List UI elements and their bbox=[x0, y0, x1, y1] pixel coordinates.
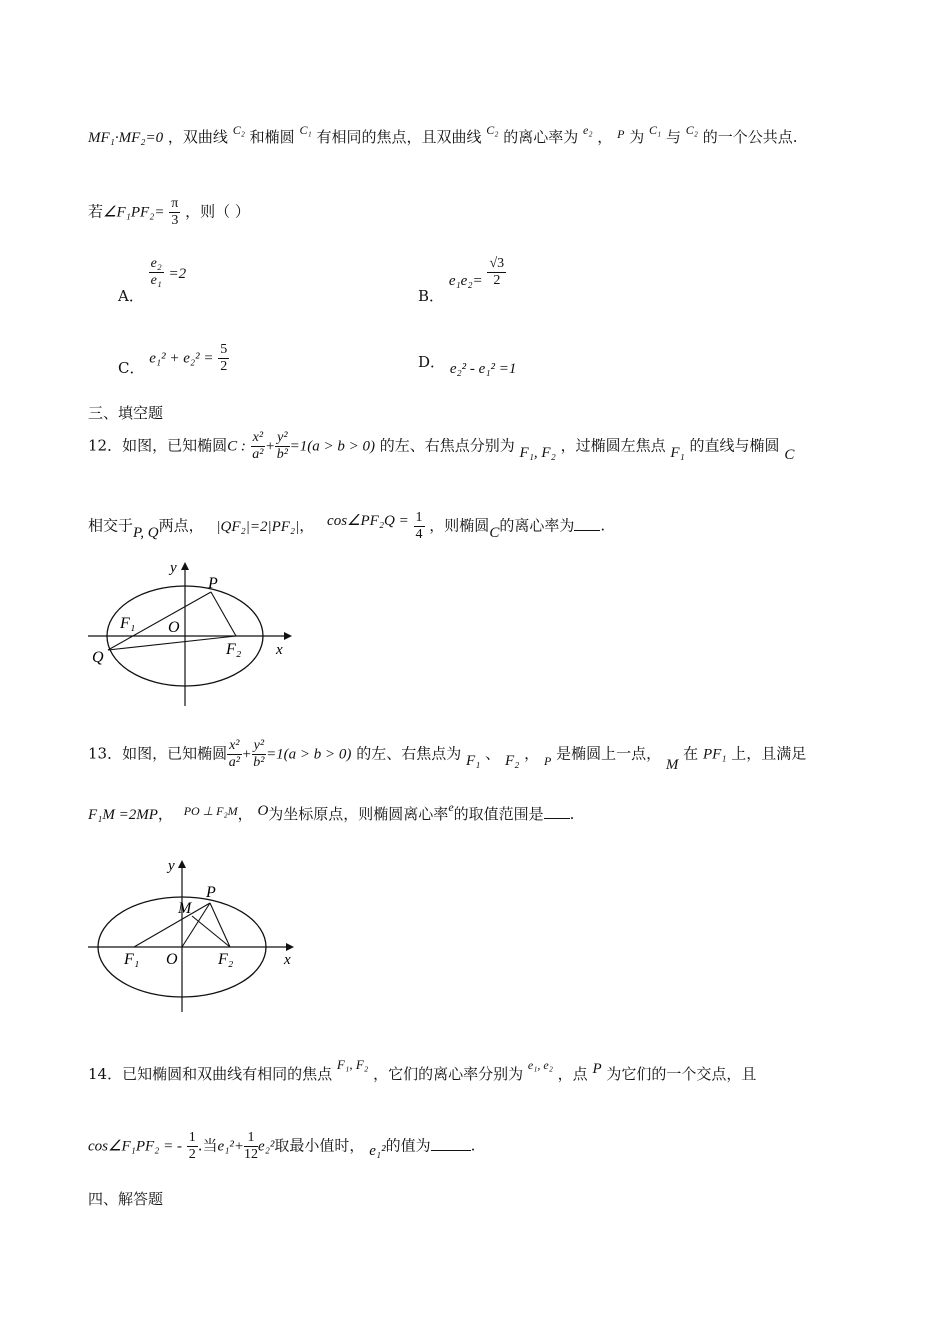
section-3-heading: 三、填空题 bbox=[88, 404, 164, 422]
q12-y-arrow bbox=[181, 562, 189, 570]
q13-line-mf2 bbox=[192, 916, 230, 947]
q11-line1: MF₁·MF₂=0 ，双曲线 $^{C_2}$ 和椭圆 $^{C_1}$ 有相同的焦点，且双曲线 $^{C_2}$ 的离心率为 $^{e_2}$ ， $^P$ 为 $^{C_1}$ 与 $^{C_2}$ 的一个公共点. bbox=[88, 123, 798, 146]
q11-line2: 若∠F₁PF₂= $\frac{\pi}{3}$ ，则（ ） bbox=[88, 196, 250, 228]
q11-angle-fraction: $\frac{\pi}{3}$ bbox=[171, 196, 179, 228]
option-d[interactable]: D． e₂² - e₁² =1 bbox=[418, 353, 517, 377]
option-c[interactable]: C． e₁² + e₂² = $\frac{5}{2}$ bbox=[118, 342, 228, 377]
q14-line1: 14．已知椭圆和双曲线有相同的焦点 F₁, F₂ ，它们的离心率分别为 $^{e_1, e_2}$ ，点 P 为它们的一个交点，且 bbox=[88, 1057, 757, 1083]
q11-vector-expr: MF₁·MF₂=0 bbox=[88, 130, 164, 146]
q13-label-x: x bbox=[284, 952, 291, 968]
q13-figure bbox=[82, 852, 312, 1017]
q13-line-f1p bbox=[134, 903, 210, 947]
q14-cos-fraction: $\frac{1}{2}$ bbox=[188, 1130, 196, 1162]
section-4-heading: 四、解答题 bbox=[88, 1190, 164, 1208]
option-b-fraction: $\frac{√3}{2}$ bbox=[489, 256, 505, 288]
q13-label-m: M bbox=[178, 900, 192, 917]
q12-label-f1: F₁ bbox=[120, 615, 136, 632]
q13-line-pf2 bbox=[210, 903, 230, 947]
q12-label-y: y bbox=[170, 560, 177, 576]
q13-label-f1: F₁ bbox=[124, 951, 140, 968]
option-b[interactable]: B． e₁e₂= $\frac{√3}{2}$ bbox=[418, 256, 505, 305]
q12-x-fraction: $\frac{\text{x²}}{\text{a²}}$ bbox=[252, 430, 264, 462]
q12-label-o: O bbox=[168, 619, 180, 636]
q13-line1: 13．如图，已知椭圆 $\frac{\text{x²}}{\text{a²}}$ + $\frac{\text{y²}}{\text{b²}}$ =1(a > b > 0) 的左、右焦点为 F₁ 、 F₂ ， $_P$ 是椭圆上一点， M 在 PF₁ 上，且满足 bbox=[88, 738, 807, 773]
q13-answer-blank[interactable] bbox=[544, 804, 570, 819]
q12-label-p: P bbox=[208, 575, 218, 592]
option-c-fraction: $\frac{5}{2}$ bbox=[220, 342, 228, 374]
q12-label-f2: F₂ bbox=[226, 641, 242, 658]
q13-x-fraction: $\frac{\text{x²}}{\text{a²}}$ bbox=[228, 738, 240, 770]
q13-label-o: O bbox=[166, 951, 178, 968]
q12-line-pf2 bbox=[211, 592, 236, 636]
q14-line2: cos∠F₁PF₂ = - $\frac{1}{2}$ .当e₁²+ $\frac{1}{12}$ e₂²取最小值时， e₁²的值为 . bbox=[88, 1130, 476, 1162]
q12-figure bbox=[82, 552, 302, 712]
q13-y-arrow bbox=[178, 860, 186, 868]
q12-y-fraction: $\frac{\text{y²}}{\text{b²}}$ bbox=[276, 430, 288, 462]
q12-answer-blank[interactable] bbox=[574, 516, 600, 531]
q13-y-fraction: $\frac{\text{y²}}{\text{b²}}$ bbox=[253, 738, 265, 770]
q12-line1: 12．如图，已知椭圆C : $\frac{\text{x²}}{\text{a²}}$ + $\frac{\text{y²}}{\text{b²}}$ =1(a > b > 0) 的左、右焦点分别为 F₁, F₂ ，过椭圆左焦点 F₁ 的直线与椭圆 C bbox=[88, 430, 795, 463]
q14-answer-blank[interactable] bbox=[431, 1136, 471, 1151]
q13-line2: F₁M =2MP， $^{PO \perp F_2M}$， O为坐标原点，则椭圆离心率$^e$的取值范围是 . bbox=[88, 800, 575, 823]
q12-cos-fraction: $\frac{1}{4}$ bbox=[415, 510, 423, 542]
q12-line-qf2 bbox=[108, 636, 236, 650]
q13-label-p: P bbox=[206, 884, 216, 901]
q12-line2: 相交于P, Q两点， |QF₂|=2|PF₂|， cos∠PF₂Q = $\frac{1}{4}$ ，则椭圆C的离心率为 . bbox=[88, 510, 606, 542]
q14-coef-fraction: $\frac{1}{12}$ bbox=[244, 1130, 259, 1162]
option-a[interactable]: A． $\frac{\text{e₂}}{\text{e₁}}$ =2 bbox=[118, 256, 187, 305]
option-a-fraction: $\frac{\text{e₂}}{\text{e₁}}$ bbox=[150, 256, 162, 288]
q12-label-x: x bbox=[276, 642, 283, 658]
q12-label-q: Q bbox=[92, 649, 104, 666]
q12-x-arrow bbox=[284, 632, 292, 640]
q13-label-y: y bbox=[168, 858, 175, 874]
q13-x-arrow bbox=[286, 943, 294, 951]
q13-label-f2: F₂ bbox=[218, 951, 234, 968]
